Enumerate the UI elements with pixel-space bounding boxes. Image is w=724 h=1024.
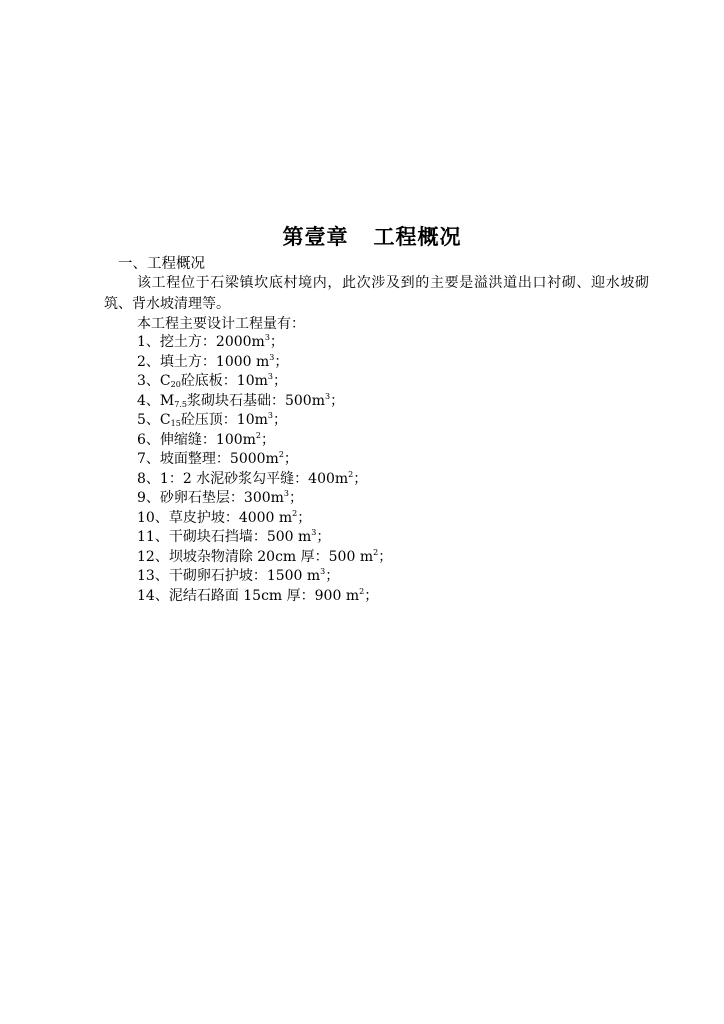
quantity-item-sub: 20 xyxy=(170,380,181,389)
quantity-item-suffix: ； xyxy=(269,334,284,350)
quantity-item-prefix: 砼底板：10m xyxy=(180,373,268,389)
quantity-item-prefix: 6、伸缩缝：100m xyxy=(137,431,256,448)
quantity-list-item xyxy=(137,470,392,490)
quantity-list-item xyxy=(137,431,392,451)
quantity-item-sup: 3 xyxy=(324,391,331,401)
quantity-list-item xyxy=(137,392,392,412)
quantity-item-sup: 2 xyxy=(373,547,379,557)
quantity-item-prefix: 14、泥结石路面 15cm 厚：900 m xyxy=(137,587,360,604)
quantity-list-item xyxy=(137,411,392,431)
quantity-list-item xyxy=(137,450,392,470)
quantity-item-prefix: 2、填土方：1000 m xyxy=(137,353,270,370)
quantity-item-suffix: ； xyxy=(289,490,303,506)
quantity-item-sub: 15 xyxy=(170,419,181,428)
quantity-item-suffix: ； xyxy=(283,451,298,467)
quantity-list-item xyxy=(137,548,392,568)
quantity-item-prefix: 13、干砌卵石护坡：1500 m xyxy=(137,568,321,584)
quantity-item-sup: 3 xyxy=(283,489,289,498)
quantity-list-item xyxy=(137,528,392,548)
quantity-item-suffix: ； xyxy=(273,373,287,389)
quantity-item-sup: 3 xyxy=(320,567,326,576)
quantity-item-suffix: ； xyxy=(261,431,275,448)
quantity-item-suffix: ； xyxy=(316,529,331,545)
quantity-item-suffix: ； xyxy=(297,509,312,526)
quantity-item-prefix: 7、坡面整理：5000m xyxy=(137,451,279,467)
quantity-list-item xyxy=(137,567,392,587)
quantity-list-item xyxy=(137,587,392,607)
quantity-item-suffix: ； xyxy=(330,392,345,409)
quantity-list-item xyxy=(137,509,392,529)
quantity-item-sup: 3 xyxy=(269,352,275,362)
quantity-item-prefix: 砼压顶：10m xyxy=(180,412,268,428)
quantity-item-prefix: 10、草皮护坡：4000 m xyxy=(137,509,293,526)
quantity-list xyxy=(137,333,392,606)
quantity-item-sup: 3 xyxy=(267,411,273,420)
quantity-item-sup: 2 xyxy=(348,469,354,479)
quantity-list-item xyxy=(137,489,392,509)
quantity-item-pre: 3、C xyxy=(137,373,171,389)
quantity-item-suffix: ； xyxy=(325,568,340,584)
quantity-item-suffix: ； xyxy=(274,353,289,370)
quantities-intro: 本工程主要设计工程量有： xyxy=(137,316,305,332)
quantity-item-prefix: 12、坝坡杂物清除 20cm 厚：500 m xyxy=(137,548,374,565)
quantity-item-sup: 2 xyxy=(278,450,284,459)
quantity-item-sup: 2 xyxy=(292,508,298,518)
quantity-item-prefix: 1、挖土方：2000m xyxy=(137,334,265,350)
quantity-item-pre: 5、C xyxy=(137,412,171,428)
quantity-item-sup: 2 xyxy=(255,430,261,440)
project-description-paragraph: 该工程位于石梁镇坎底村境内，此次涉及到的主要是溢洪道出口衬砌、迎水坡砌筑、背水坡清理等。 xyxy=(104,275,649,312)
quantity-item-sub: 7.5 xyxy=(174,399,187,409)
section-heading: 一、工程概况 xyxy=(118,256,205,272)
chapter-title: 第壹章 工程概况 xyxy=(282,225,462,249)
quantity-item-prefix: 浆砌块石基础：500m xyxy=(186,392,325,409)
quantity-item-pre: 4、M xyxy=(137,392,175,409)
quantity-item-suffix: ； xyxy=(273,412,287,428)
quantity-item-sup: 3 xyxy=(267,372,273,381)
quantity-list-item xyxy=(137,372,392,392)
quantity-item-suffix: ； xyxy=(353,470,368,487)
quantity-item-sup: 3 xyxy=(264,333,270,342)
quantity-list-item xyxy=(137,333,392,353)
quantity-item-prefix: 11、干砌块石挡墙：500 m xyxy=(137,529,312,545)
quantity-item-suffix: ； xyxy=(378,548,393,565)
quantity-item-sup: 3 xyxy=(311,528,317,537)
quantity-list-item xyxy=(137,353,392,373)
quantity-item-prefix: 9、砂卵石垫层：300m xyxy=(137,490,284,506)
quantity-item-sup: 2 xyxy=(359,586,365,596)
quantity-item-suffix: ； xyxy=(364,587,379,604)
quantity-item-prefix: 8、1：2 水泥砂浆勾平缝：400m xyxy=(137,470,349,487)
